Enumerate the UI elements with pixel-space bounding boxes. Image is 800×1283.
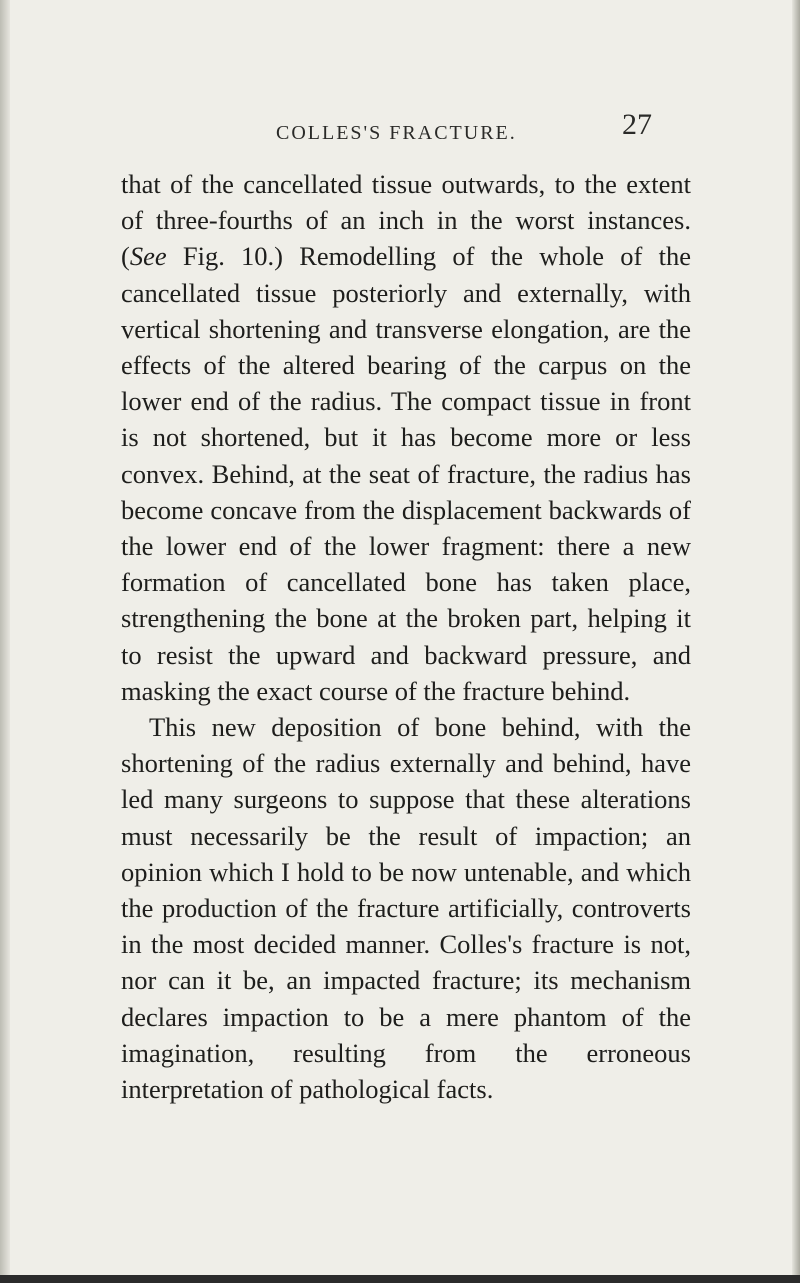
- paragraph-1-text-a: that of the cancellated tissue outwards, to the extent of three-fourths of an inch in the worst instances. (: [121, 169, 691, 272]
- body-text: [121, 166, 691, 1107]
- page-bottom-edge: [0, 1275, 800, 1283]
- page-left-shadow: [0, 0, 10, 1283]
- paragraph-2: This new deposition of bone behind, with the shortening of the radius externally and behind, have led many surgeons to suppose that these alterations must necessarily be the result of impaction; an opinion which I hold to be now untenable, and which the production of the fracture artificially, controverts in the most decided manner. Colles's fracture is not, nor can it be, an impacted fracture; its mechanism declares impaction to be a mere phantom of the imagination, resulting from the erroneous interpretation of pathological facts.: [121, 712, 691, 1105]
- running-head: COLLES'S FRACTURE.: [276, 122, 517, 144]
- paragraph-1-text-b: Fig. 10.) Remodelling of the whole of the cancellated tissue posteriorly and externally, with vertical shortening and transverse elongation, are the effects of the altered bearing of the carpus on the lower end of the radius. The compact tissue in front is not shortened, but it has become more or less convex. Behind, at the seat of fracture, the radius has become concave from the displacement backwards of the lower end of the lower fragment: there a new formation of cancellated bone has taken place, strengthening the bone at the broken part, helping it to resist the upward and backward pressure, and masking the exact course of the fracture behind.: [121, 241, 691, 706]
- paragraph-1: [121, 166, 691, 709]
- page-header: [270, 108, 690, 148]
- page-number: 27: [622, 108, 652, 141]
- figure-reference-see: See: [129, 241, 167, 272]
- page-right-shadow: [792, 0, 800, 1283]
